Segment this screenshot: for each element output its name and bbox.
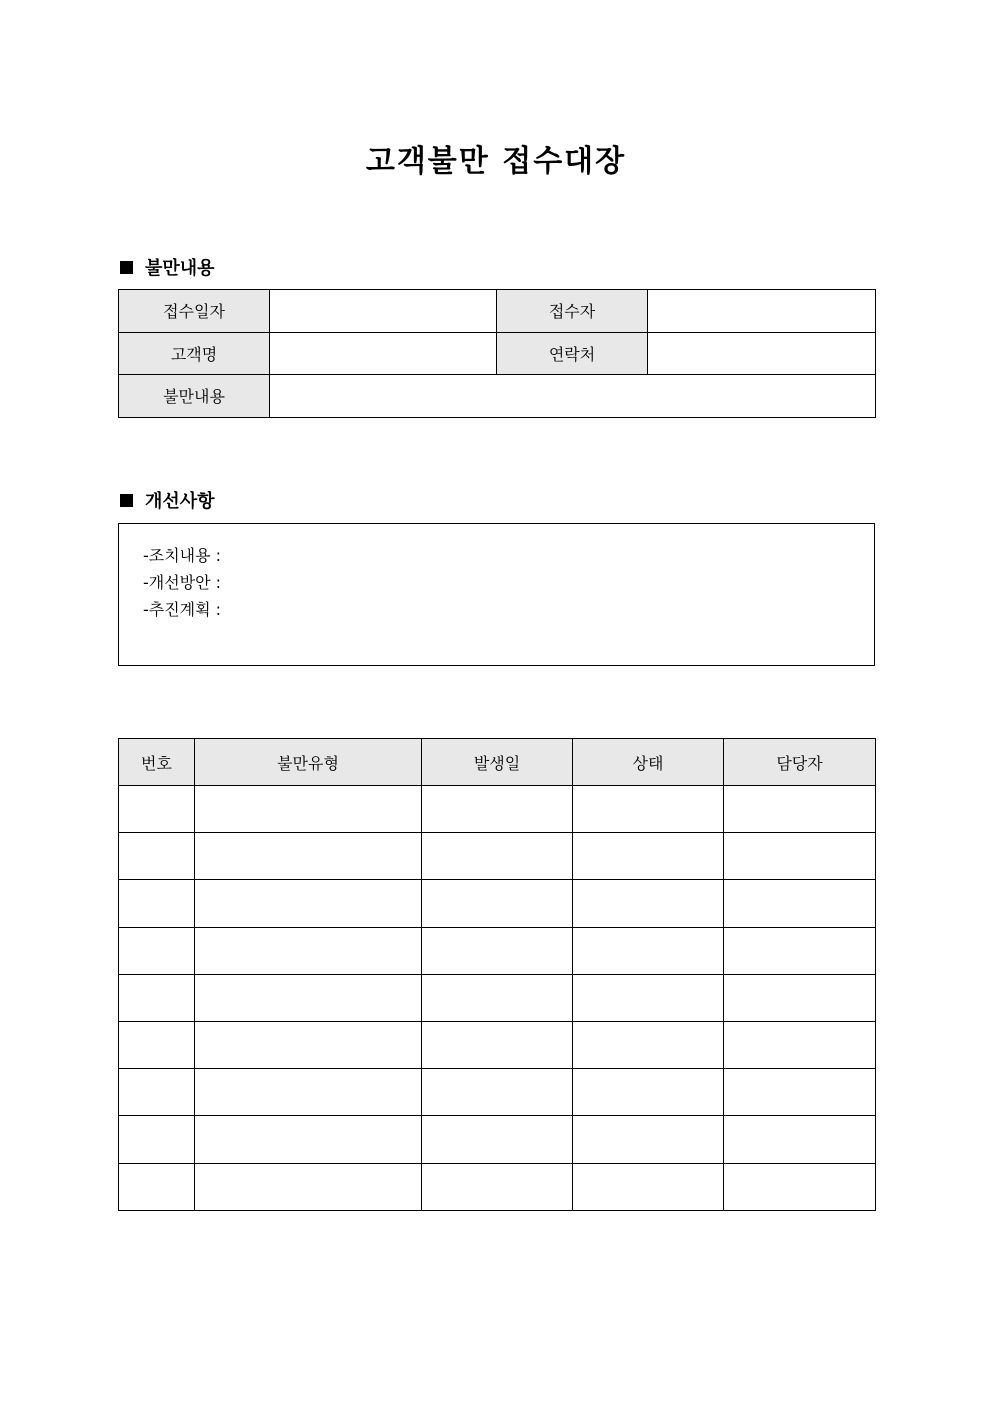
cell-number[interactable] <box>119 1021 195 1068</box>
cell-type[interactable] <box>195 1163 422 1210</box>
cell-manager[interactable] <box>724 927 876 974</box>
cell-number[interactable] <box>119 1163 195 1210</box>
table-row <box>119 1163 876 1210</box>
cell-type[interactable] <box>195 974 422 1021</box>
cell-status[interactable] <box>573 1021 724 1068</box>
cell-status[interactable] <box>573 833 724 880</box>
cell-manager[interactable] <box>724 974 876 1021</box>
table-header-row <box>119 739 876 786</box>
complaint-info-table <box>118 289 876 418</box>
table-row <box>119 974 876 1021</box>
table-row <box>119 786 876 833</box>
cell-type[interactable] <box>195 880 422 927</box>
cell-date[interactable] <box>422 833 573 880</box>
cell-number[interactable] <box>119 833 195 880</box>
table-row <box>119 1069 876 1116</box>
table-row <box>119 1021 876 1068</box>
receiver-label: 접수자 <box>497 290 648 333</box>
complaint-log-table <box>118 738 876 1211</box>
customer-name-field[interactable] <box>270 332 497 375</box>
cell-status[interactable] <box>573 880 724 927</box>
cell-date[interactable] <box>422 1116 573 1163</box>
cell-number[interactable] <box>119 786 195 833</box>
table-row <box>119 375 876 418</box>
cell-date[interactable] <box>422 786 573 833</box>
cell-manager[interactable] <box>724 833 876 880</box>
column-header-status: 상태 <box>573 739 724 786</box>
complaint-content-label: 불만내용 <box>119 375 270 418</box>
section-heading-improvement <box>120 487 215 513</box>
cell-number[interactable] <box>119 1069 195 1116</box>
improvement-plan-line: -개선방안 : <box>143 573 222 592</box>
cell-date[interactable] <box>422 880 573 927</box>
cell-date[interactable] <box>422 1163 573 1210</box>
cell-manager[interactable] <box>724 1163 876 1210</box>
table-row <box>119 833 876 880</box>
execution-plan-line: -추진계획 : <box>143 600 222 619</box>
table-row <box>119 332 876 375</box>
cell-type[interactable] <box>195 786 422 833</box>
section-heading-label: 불만내용 <box>145 258 215 279</box>
customer-name-label: 고객명 <box>119 332 270 375</box>
contact-field[interactable] <box>648 332 876 375</box>
cell-manager[interactable] <box>724 1069 876 1116</box>
column-header-date: 발생일 <box>422 739 573 786</box>
cell-status[interactable] <box>573 1069 724 1116</box>
cell-manager[interactable] <box>724 1116 876 1163</box>
cell-manager[interactable] <box>724 786 876 833</box>
table-row <box>119 290 876 333</box>
cell-type[interactable] <box>195 1021 422 1068</box>
table-row <box>119 927 876 974</box>
cell-manager[interactable] <box>724 1021 876 1068</box>
column-header-number: 번호 <box>119 739 195 786</box>
received-date-label: 접수일자 <box>119 290 270 333</box>
cell-manager[interactable] <box>724 880 876 927</box>
square-bullet-icon <box>120 494 133 507</box>
cell-date[interactable] <box>422 1021 573 1068</box>
receiver-field[interactable] <box>648 290 876 333</box>
cell-number[interactable] <box>119 1116 195 1163</box>
cell-date[interactable] <box>422 1069 573 1116</box>
cell-date[interactable] <box>422 927 573 974</box>
received-date-field[interactable] <box>270 290 497 333</box>
column-header-manager: 담당자 <box>724 739 876 786</box>
complaint-content-field[interactable] <box>270 375 876 418</box>
contact-label: 연락처 <box>497 332 648 375</box>
cell-number[interactable] <box>119 974 195 1021</box>
cell-type[interactable] <box>195 1069 422 1116</box>
cell-type[interactable] <box>195 927 422 974</box>
cell-status[interactable] <box>573 927 724 974</box>
log-table-body <box>119 786 876 1211</box>
table-row <box>119 1116 876 1163</box>
cell-status[interactable] <box>573 974 724 1021</box>
cell-status[interactable] <box>573 1116 724 1163</box>
action-taken-line: -조치내용 : <box>143 546 222 565</box>
page-title: 고객불만 접수대장 <box>365 144 627 179</box>
table-row <box>119 880 876 927</box>
column-header-type: 불만유형 <box>195 739 422 786</box>
cell-type[interactable] <box>195 1116 422 1163</box>
cell-number[interactable] <box>119 927 195 974</box>
cell-number[interactable] <box>119 880 195 927</box>
square-bullet-icon <box>120 261 133 274</box>
section-heading-complaint <box>120 254 215 280</box>
cell-type[interactable] <box>195 833 422 880</box>
cell-status[interactable] <box>573 786 724 833</box>
improvement-box[interactable] <box>118 523 875 666</box>
section-heading-label: 개선사항 <box>145 491 215 512</box>
cell-status[interactable] <box>573 1163 724 1210</box>
cell-date[interactable] <box>422 974 573 1021</box>
